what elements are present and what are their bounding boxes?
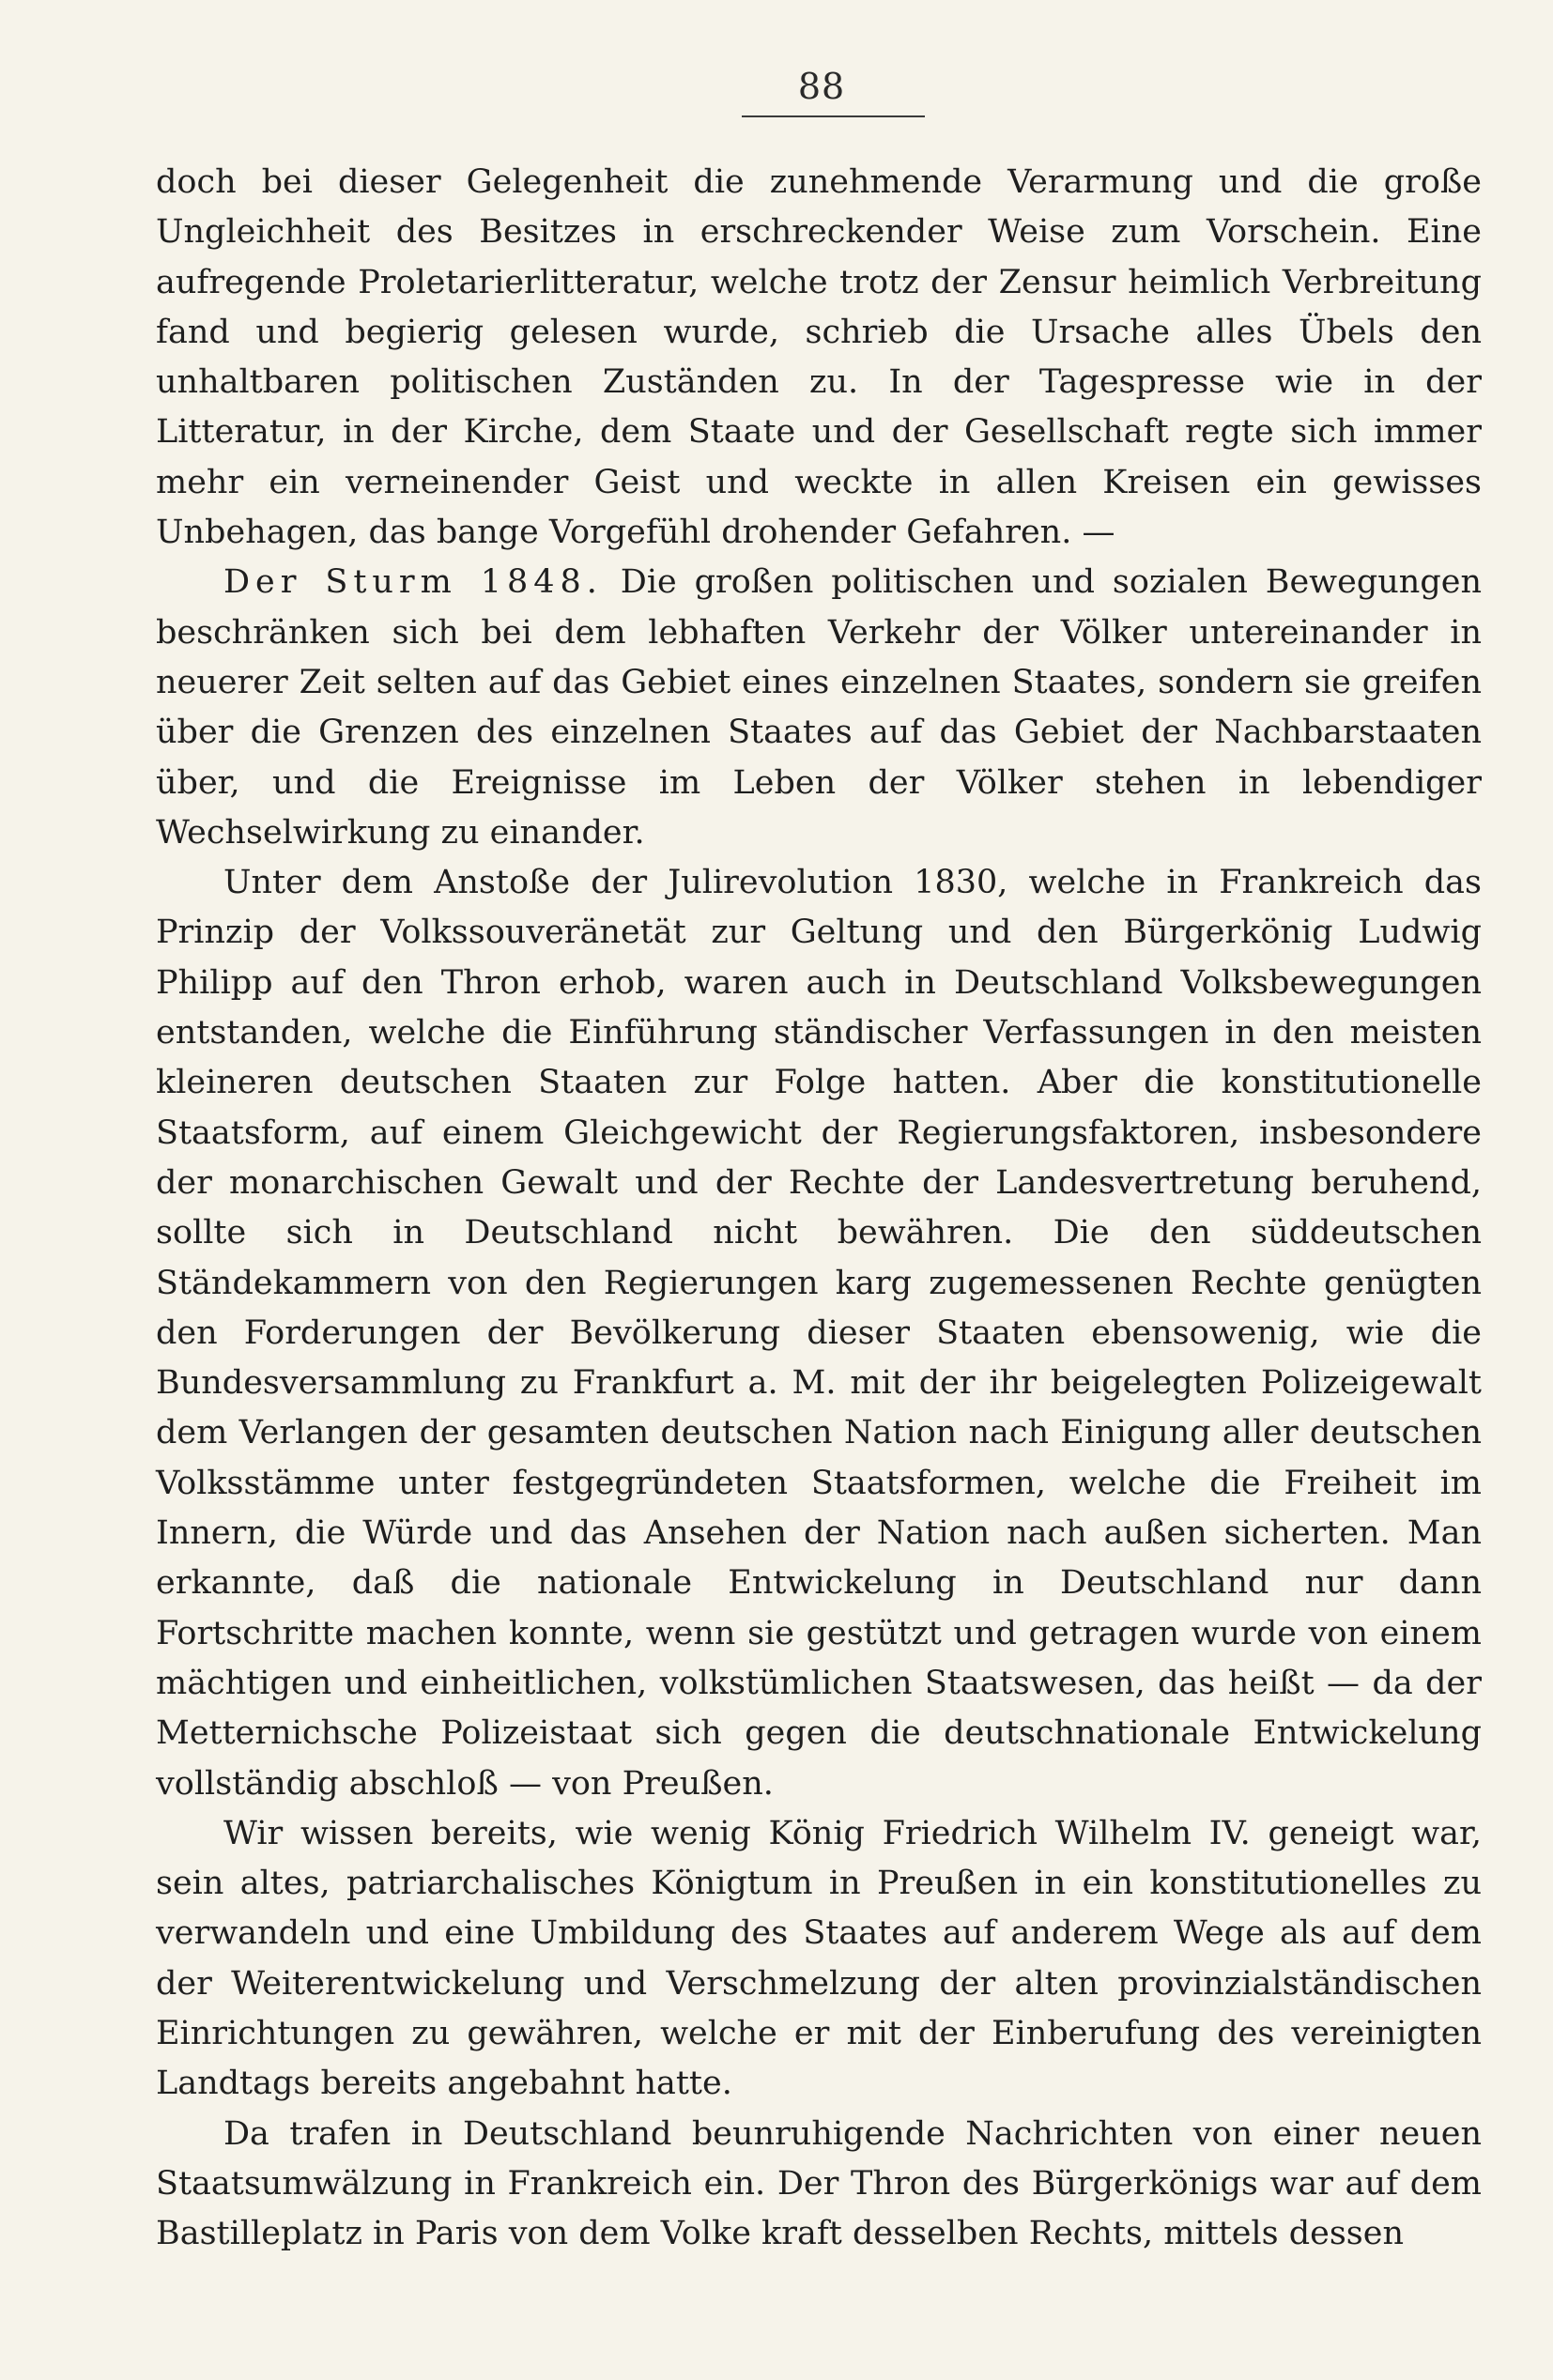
section-heading: Der Sturm 1848.	[223, 563, 603, 602]
paragraph-2	[156, 558, 1482, 858]
paragraph-1: doch bei dieser Gelegenheit die zunehmende Verarmung und die große Ungleichheit des Besitzes in erschreckender Weise zum Vorschein. Eine aufregende Proletarierlitteratur, welche trotz der Zensur heimlich Verbreitung fand und begierig gelesen wurde, schrieb die Ursache alles Übels den unhaltbaren politischen Zuständen zu. In der Tagespresse wie in der Litteratur, in der Kirche, dem Staate und der Gesellschaft regte sich immer mehr ein verneinender Geist und weckte in allen Kreisen ein gewisses Unbehagen, das bange Vorgefühl drohender Gefahren. —	[156, 163, 1482, 552]
body-text	[156, 158, 1482, 2259]
paragraph-5: Da trafen in Deutschland beunruhigende Nachrichten von einer neuen Staatsumwälzung in Frankreich ein. Der Thron des Bürgerkönigs war auf dem Bastilleplatz in Paris von dem Volke kraft desselben Rechts, mittels dessen	[156, 2114, 1482, 2253]
page-number: 88	[797, 66, 846, 107]
paragraph-3: Unter dem Anstoße der Julirevolution 1830, welche in Frankreich das Prinzip der Volkssouveränetät zur Geltung und den Bürgerkönig Ludwig Philipp auf den Thron erhob, waren auch in Deutschland Volksbewegungen entstanden, welche die Einführung ständischer Verfassungen in den meisten kleineren deutschen Staaten zur Folge hatten. Aber die konstitutionelle Staatsform, auf einem Gleichgewicht der Regierungsfaktoren, insbesondere der monarchischen Gewalt und der Rechte der Landesvertretung beruhend, sollte sich in Deutschland nicht bewähren. Die den süddeutschen Ständekammern von den Regierungen karg zugemessenen Rechte genügten den Forderungen der Bevölkerung dieser Staaten ebensowenig, wie die Bundesversammlung zu Frankfurt a. M. mit der ihr beigelegten Polizeigewalt dem Verlangen der gesamten deutschen Nation nach Einigung aller deutschen Volksstämme unter festgegründeten Staatsformen, welche die Freiheit im Innern, die Würde und das Ansehen der Nation nach außen sicherten. Man erkannte, daß die nationale Entwickelung in Deutschland nur dann Fortschritte machen konnte, wenn sie gestützt und getragen wurde von einem mächtigen und einheitlichen, volkstümlichen Staatswesen, das heißt — da der Metternichsche Polizeistaat sich gegen die deutschnationale Entwickelung vollständig abschloß — von Preußen.	[156, 864, 1482, 1803]
paragraph-2-text: Die großen politischen und sozialen Bewegungen beschränken sich bei dem lebhaften Verkehr der Völker untereinander in neuerer Zeit selten auf das Gebiet eines einzelnen Staates, sondern sie greifen über die Grenzen des einzelnen Staates auf das Gebiet der Nachbarstaaten über, und die Ereignisse im Leben der Völker stehen in lebendiger Wechselwirkung zu einander.	[156, 563, 1482, 852]
header-rule	[742, 115, 925, 117]
paragraph-4: Wir wissen bereits, wie wenig König Friedrich Wilhelm IV. geneigt war, sein altes, patriarchalisches Königtum in Preußen in ein konstitutionelles zu verwandeln und eine Umbildung des Staates auf anderem Wege als auf dem der Weiterentwickelung und Verschmelzung der alten provinzialständischen Einrichtungen zu gewähren, welche er mit der Einberufung des vereinigten Landtags bereits angebahnt hatte.	[156, 1814, 1482, 2103]
